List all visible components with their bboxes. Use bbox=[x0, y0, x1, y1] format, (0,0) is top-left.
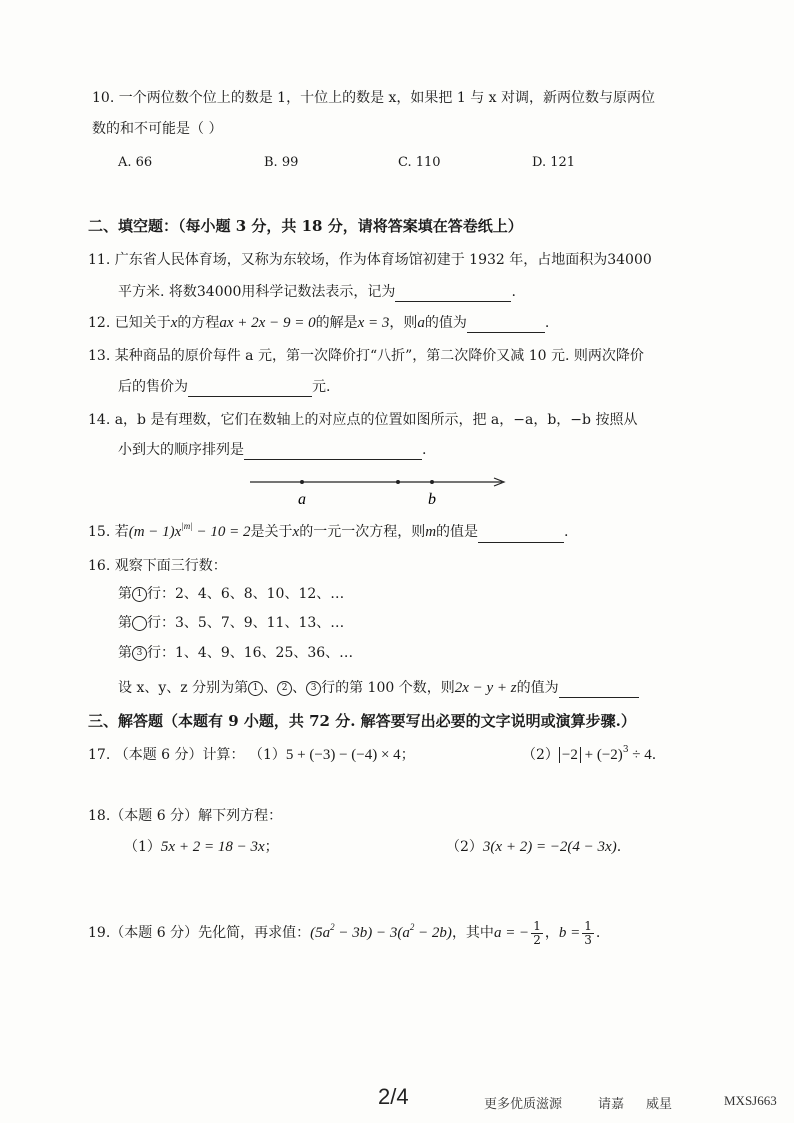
q19-a-den: 2 bbox=[533, 932, 541, 947]
q17-period: . bbox=[651, 747, 657, 763]
q16-row1-label: 第 bbox=[118, 586, 132, 602]
q16-row1-circle: 1 bbox=[132, 587, 147, 602]
q12-mid2: 的解是 bbox=[315, 315, 358, 331]
q16-row2-circle bbox=[132, 616, 147, 631]
q14-line2-text: 小到大的顺序排列是 bbox=[118, 442, 244, 458]
q19-a-num: 1 bbox=[533, 918, 541, 933]
q12-tail: . bbox=[544, 315, 550, 331]
q19-e1b: − 3b) − 3(a bbox=[334, 925, 410, 941]
q17-line bbox=[88, 745, 415, 765]
q15-expr2: − 10 = 2 bbox=[192, 524, 251, 540]
q10-option-b: B. 99 bbox=[264, 155, 299, 170]
q18-semicolon: ； bbox=[264, 839, 279, 855]
q13-line1: 13. 某种商品的原价每件 a 元，第一次降价打“八折”，第二次降价又减 10 元. 则两次降价 bbox=[88, 348, 644, 364]
q16-sep1: 、 bbox=[263, 680, 278, 696]
q16-circle-1: 1 bbox=[248, 681, 263, 696]
q13-line2 bbox=[118, 377, 330, 397]
q11-line1: 11. 广东省人民体育场，又称为东较场，作为体育场馆初建于 1932 年，占地面积为34000 bbox=[88, 252, 652, 268]
q16-row3-label: 第 bbox=[118, 645, 132, 661]
q19-a-eq: a = − bbox=[493, 925, 530, 941]
footer-note-3: 威星 bbox=[646, 1097, 673, 1112]
q18-prefix: 18.（本题 6 分）解下列方程： bbox=[88, 808, 283, 824]
q19-b-den: 3 bbox=[584, 932, 592, 947]
q16-ask-mid: 行的第 100 个数，则 bbox=[321, 680, 455, 696]
q15-end: 的值是 bbox=[436, 524, 479, 540]
q12-a: a bbox=[417, 315, 425, 331]
q17-semicolon: ； bbox=[400, 747, 415, 763]
q17-exponent: 3 bbox=[622, 745, 629, 755]
q18-part2-expr: 3(x + 2) = −2(4 − 3x) bbox=[482, 839, 617, 855]
section3-title: 三、解答题（本题有 9 小题，共 72 分. 解答要写出必要的文字说明或演算步骤.） bbox=[88, 712, 636, 730]
q12-prefix: 12. 已知关于 bbox=[88, 315, 171, 331]
q16-answer-blank bbox=[559, 683, 639, 698]
q16-row1-values: 行：2、4、6、8、10、12、… bbox=[147, 586, 345, 602]
q12-mid: 的方程 bbox=[177, 315, 220, 331]
q19-line bbox=[88, 918, 600, 949]
q19-comma: ， bbox=[544, 925, 559, 941]
q12-end: 的值为 bbox=[424, 315, 467, 331]
q15-line bbox=[88, 522, 569, 543]
q15-exponent: |m| bbox=[181, 521, 193, 531]
q13-unit: 元. bbox=[312, 379, 331, 395]
q12-x: x bbox=[170, 315, 178, 331]
q17-part1-label: （1） bbox=[248, 747, 286, 763]
q19-e1-exp2: 2 bbox=[409, 922, 415, 932]
q18-part1-expr: 5x + 2 = 18 − 3x bbox=[160, 839, 265, 855]
q16-ask-end: 的值为 bbox=[516, 680, 559, 696]
q10-option-a: A. 66 bbox=[118, 155, 153, 170]
q15-expr: (m − 1)x bbox=[128, 524, 182, 540]
q17-abs: −2 bbox=[559, 747, 581, 763]
q19-a-fraction bbox=[531, 920, 543, 947]
q16-question bbox=[118, 678, 639, 698]
q17-part2-end: ÷ 4 bbox=[628, 747, 652, 763]
q16-ask-prefix: 设 x、y、z 分别为第 bbox=[118, 680, 249, 696]
q11-line2 bbox=[118, 282, 516, 302]
q15-mid2: 的一元一次方程，则 bbox=[299, 524, 426, 540]
section2-title: 二、填空题：（每小题 3 分，共 18 分，请将答案填在答卷纸上） bbox=[88, 217, 523, 235]
q12-solution: x = 3 bbox=[357, 315, 390, 331]
q12-equation: ax + 2x − 9 = 0 bbox=[219, 315, 316, 331]
q19-b-num: 1 bbox=[584, 918, 592, 933]
q19-e1c: − 2b) bbox=[414, 925, 452, 941]
q12-mid3: ，则 bbox=[389, 315, 418, 331]
footer-code: MXSJ663 bbox=[724, 1093, 777, 1108]
q15-prefix: 15. 若 bbox=[88, 524, 129, 540]
point-a bbox=[300, 480, 304, 484]
q16-row3-values: 行：1、4、9、16、25、36、… bbox=[147, 645, 354, 661]
q16-intro: 16. 观察下面三行数： bbox=[88, 558, 227, 574]
q10-stem-line2: 数的和不可能是（ ） bbox=[92, 121, 223, 137]
q17-part2-mid: + (−2) bbox=[580, 747, 623, 763]
q14-tail: . bbox=[422, 442, 427, 458]
q16-circle-2: 2 bbox=[277, 681, 292, 696]
q19-e1: (5a bbox=[310, 925, 331, 941]
q10-option-c: C. 110 bbox=[398, 155, 441, 170]
q18-part1-label: （1） bbox=[124, 839, 161, 855]
page-number: 2/4 bbox=[378, 1084, 409, 1109]
q16-sep2: 、 bbox=[292, 680, 307, 696]
q19-prefix: 19.（本题 6 分）先化简，再求值： bbox=[88, 925, 311, 941]
q19-b-eq: b = bbox=[558, 925, 581, 941]
q11-line2-text: 平方米. 将数34000用科学记数法表示，记为 bbox=[118, 284, 396, 300]
q14-line2 bbox=[118, 440, 426, 460]
q16-row2-label: 第 bbox=[118, 615, 132, 631]
q19-period: . bbox=[595, 925, 601, 941]
q18-period: . bbox=[616, 839, 622, 855]
q17-part2 bbox=[522, 745, 656, 767]
q16-ask-expr: 2x − y + z bbox=[454, 680, 517, 696]
q16-row2 bbox=[118, 613, 344, 633]
q14-answer-blank bbox=[244, 445, 422, 460]
q14-line1: 14. a，b 是有理数，它们在数轴上的对应点的位置如图所示，把 a，−a，b，−b 按照从 bbox=[88, 412, 638, 428]
q18-part1 bbox=[124, 837, 279, 857]
q15-m: m bbox=[425, 524, 437, 540]
q15-tail: . bbox=[564, 524, 569, 540]
q18-part2-label: （2） bbox=[446, 839, 483, 855]
label-a: a bbox=[298, 491, 306, 508]
q19-e1-exp: 2 bbox=[330, 922, 335, 932]
q13-answer-blank bbox=[188, 382, 312, 397]
q13-line2-text: 后的售价为 bbox=[118, 379, 188, 395]
q15-x: x bbox=[292, 524, 300, 540]
q11-tail: . bbox=[511, 284, 516, 300]
q18-part2 bbox=[446, 837, 621, 857]
label-b: b bbox=[428, 491, 436, 508]
point-mid bbox=[396, 480, 400, 484]
q17-part2-label: （2） bbox=[522, 747, 559, 763]
q17-prefix: 17. （本题 6 分）计算： bbox=[88, 747, 245, 763]
q16-row2-values: 行：3、5、7、9、11、13、… bbox=[147, 615, 345, 631]
q12-line bbox=[88, 313, 549, 333]
number-line-figure bbox=[246, 472, 512, 512]
q10-option-d: D. 121 bbox=[532, 155, 576, 170]
footer-note-2: 请嘉 bbox=[598, 1097, 625, 1112]
q16-row1 bbox=[118, 584, 344, 604]
q15-answer-blank bbox=[478, 528, 564, 543]
q17-part1-expr: 5 + (−3) − (−4) × 4 bbox=[285, 747, 401, 763]
point-b bbox=[430, 480, 434, 484]
q10-stem-line1: 10. 一个两位数个位上的数是 1，十位上的数是 x，如果把 1 与 x 对调，新两位数与原两位 bbox=[92, 90, 656, 106]
footer-note-1: 更多优质滋源 bbox=[484, 1097, 563, 1112]
q19-mid: ，其中 bbox=[451, 925, 494, 941]
q16-row3 bbox=[118, 643, 353, 663]
q15-mid: 是关于 bbox=[250, 524, 293, 540]
q19-b-fraction bbox=[582, 920, 594, 947]
q16-row3-circle: 3 bbox=[132, 646, 147, 661]
q11-answer-blank bbox=[395, 287, 511, 302]
q16-circle-3: 3 bbox=[306, 681, 321, 696]
q12-answer-blank bbox=[467, 318, 545, 333]
